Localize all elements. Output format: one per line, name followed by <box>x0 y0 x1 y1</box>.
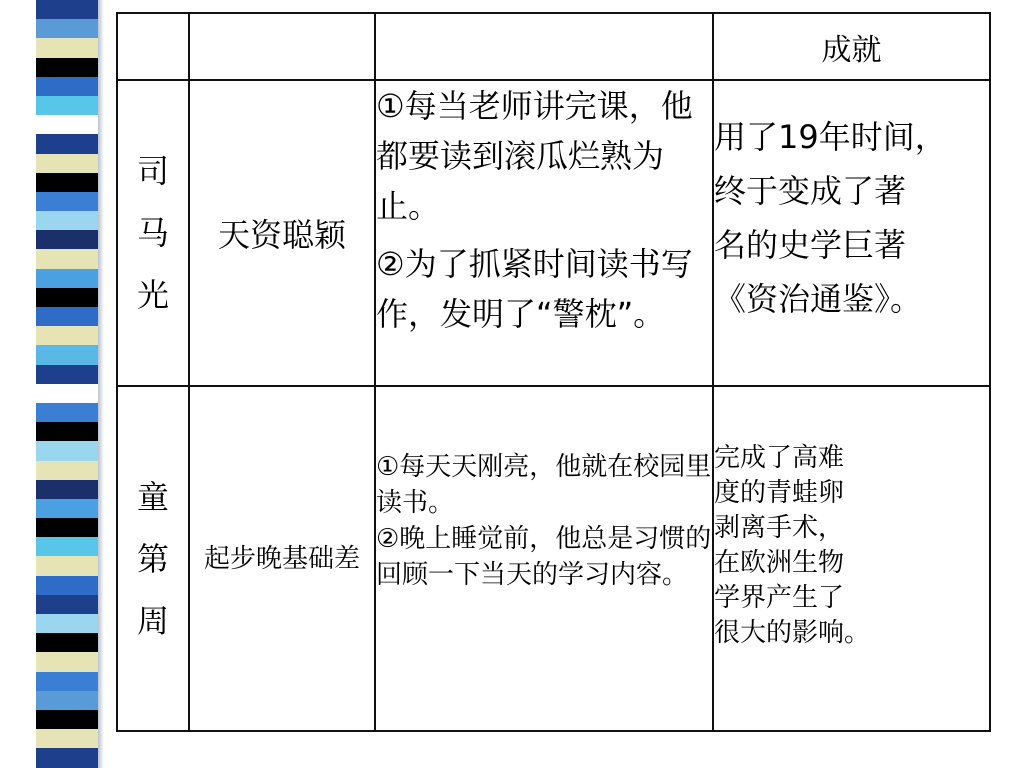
stripe-segment <box>36 403 98 422</box>
stripe-segment <box>36 652 98 671</box>
stripe-segment <box>36 345 98 364</box>
person-achievement <box>713 386 990 731</box>
stripe-segment <box>36 173 98 192</box>
stripe-segment <box>36 230 98 249</box>
stripe-segment <box>36 633 98 652</box>
achievement-line: 终于变成了著 <box>714 172 907 210</box>
stripe-segment <box>36 710 98 729</box>
stripe-segment <box>36 614 98 633</box>
person-achievement <box>713 80 990 386</box>
achievement-line: 用了19年时间， <box>714 118 947 156</box>
achievement-line: 完成了高难 <box>714 443 845 473</box>
stripe-segment <box>36 38 98 57</box>
person-quality: 天资聪颖 <box>189 80 375 386</box>
deed-item: ②为了抓紧时间读书写作，发明了“警枕”。 <box>376 245 693 333</box>
achievement-line: 《资治通鉴》。 <box>714 280 923 318</box>
person-name: 童第周 <box>136 477 169 640</box>
person-name: 司马光 <box>136 152 169 314</box>
achievement-line: 学界产生了 <box>714 583 845 613</box>
header-cell-quality <box>189 13 375 80</box>
achievement-line: 度的青蛙卵 <box>714 478 845 508</box>
stripe-segment <box>36 499 98 518</box>
stripe-segment <box>36 691 98 710</box>
person-quality: 起步晚基础差 <box>189 386 375 731</box>
stripe-segment <box>36 518 98 537</box>
table-header-row <box>117 13 990 80</box>
stripe-segment <box>36 154 98 173</box>
stripe-segment <box>36 461 98 480</box>
stripe-segment <box>36 115 98 134</box>
stripe-segment <box>36 576 98 595</box>
stripe-segment <box>36 96 98 115</box>
table-row <box>117 386 990 731</box>
stripe-segment <box>36 384 98 403</box>
stripe-segment <box>36 748 98 767</box>
stripe-segment <box>36 77 98 96</box>
stripe-segment <box>36 729 98 748</box>
stripe-segment <box>36 288 98 307</box>
header-cell-name <box>117 13 189 80</box>
achievement-line: 名的史学巨著 <box>714 226 907 264</box>
stripe-segment <box>36 672 98 691</box>
achievement-line: 很大的影响。 <box>714 618 871 648</box>
header-cell-deeds <box>375 13 713 80</box>
stripe-segment <box>36 326 98 345</box>
deed-item: ①每天天刚亮，他就在校园里读书。 <box>376 452 712 518</box>
decorative-stripe-bar <box>36 0 98 768</box>
header-cell-achievement: 成就 <box>713 13 990 80</box>
stripe-segment <box>36 556 98 575</box>
stripe-segment <box>36 537 98 556</box>
row-name-cell <box>117 386 189 731</box>
stripe-segment <box>36 365 98 384</box>
achievement-line: 在欧洲生物 <box>714 548 845 578</box>
stripe-segment <box>36 249 98 268</box>
stripe-segment <box>36 422 98 441</box>
stripe-segment <box>36 192 98 211</box>
stripe-segment <box>36 0 98 19</box>
deed-item: ①每当老师讲完课，他都要读到滚瓜烂熟为止。 <box>376 87 693 225</box>
stripe-segment <box>36 269 98 288</box>
comparison-table <box>116 12 991 732</box>
achievement-line: 剥离手术， <box>714 513 845 543</box>
row-name-cell <box>117 80 189 386</box>
stripe-segment <box>36 211 98 230</box>
stripe-segment <box>36 58 98 77</box>
stripe-segment <box>36 595 98 614</box>
stripe-shadow <box>98 0 104 768</box>
deed-item: ②晚上睡觉前，他总是习惯的回顾一下当天的学习内容。 <box>376 524 712 590</box>
table-row <box>117 80 990 386</box>
person-deeds <box>375 80 713 386</box>
stripe-segment <box>36 480 98 499</box>
stripe-segment <box>36 134 98 153</box>
person-deeds <box>375 386 713 731</box>
stripe-segment <box>36 307 98 326</box>
stripe-segment <box>36 441 98 460</box>
stripe-segment <box>36 19 98 38</box>
